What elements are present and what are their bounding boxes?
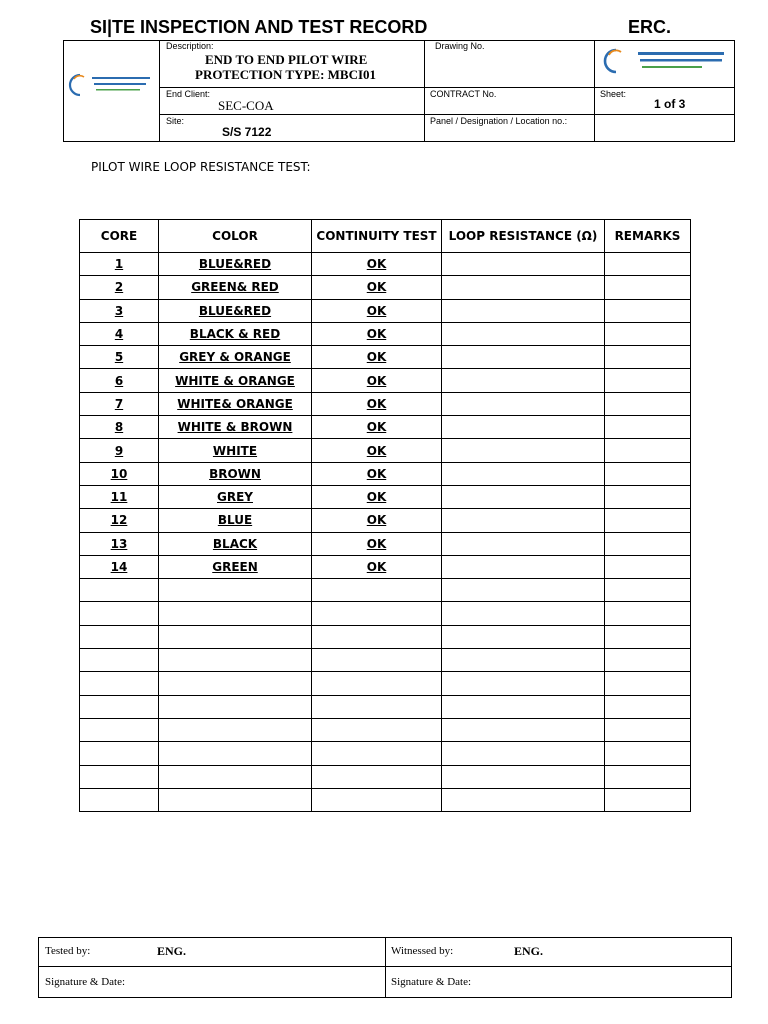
color-cell [159,788,312,811]
color-cell-text: BLUE&RED [198,257,272,272]
continuity-cell [312,369,442,392]
color-cell [159,369,312,392]
core-cell [80,602,159,625]
left-logo [64,41,159,142]
panel-value-cell [594,114,735,142]
table-row [80,579,691,602]
core-cell-text: 5 [114,350,124,365]
core-cell [80,485,159,508]
core-cell [80,346,159,369]
table-row [80,485,691,508]
remarks-cell [605,649,691,672]
loop-resistance-cell [442,322,605,345]
loop-resistance-cell [442,649,605,672]
continuity-cell-text: OK [366,420,387,435]
color-cell [159,253,312,276]
loop-resistance-cell [442,742,605,765]
table-row [80,649,691,672]
color-cell [159,439,312,462]
remarks-cell [605,322,691,345]
continuity-cell-text: OK [366,257,387,272]
core-cell-text: 1 [114,257,124,272]
footer-divider [385,938,386,997]
continuity-cell [312,509,442,532]
color-cell-text: WHITE [212,443,258,458]
table-header-row [80,220,691,253]
loop-resistance-cell [442,765,605,788]
table-row [80,369,691,392]
loop-resistance-cell [442,276,605,299]
loop-resistance-cell [442,346,605,369]
continuity-cell [312,695,442,718]
core-cell-text: 13 [110,536,128,551]
color-cell [159,742,312,765]
right-logo-cell [594,40,735,87]
drawing-cell [424,40,594,87]
document-title: SI|TE INSPECTION AND TEST RECORD [90,17,428,37]
color-cell [159,299,312,322]
core-cell [80,532,159,555]
color-cell [159,602,312,625]
drawing-label: Drawing No. [435,41,485,51]
remarks-cell [605,439,691,462]
continuity-cell [312,485,442,508]
core-cell [80,788,159,811]
remarks-cell [605,509,691,532]
core-cell [80,299,159,322]
table-row [80,625,691,648]
loop-resistance-cell [442,602,605,625]
remarks-cell [605,602,691,625]
color-cell-text: BROWN [209,466,261,481]
remarks-cell [605,346,691,369]
color-cell-text: BLACK [212,536,258,551]
table-row [80,462,691,485]
core-cell [80,462,159,485]
panel-cell [424,114,594,142]
core-cell-text: 11 [110,490,128,505]
color-cell-text: BLACK & RED [189,327,281,342]
table-row [80,509,691,532]
continuity-cell [312,322,442,345]
continuity-cell [312,625,442,648]
remarks-cell [605,392,691,415]
sheet-value: 1 of 3 [654,97,686,111]
core-cell [80,672,159,695]
remarks-cell [605,253,691,276]
color-cell [159,509,312,532]
continuity-cell-text: OK [366,327,387,342]
table-row [80,788,691,811]
table-row [80,602,691,625]
loop-resistance-cell [442,369,605,392]
remarks-cell [605,788,691,811]
tested-by-value: ENG. [157,944,187,958]
color-cell [159,718,312,741]
loop-resistance-cell [442,439,605,462]
color-cell [159,485,312,508]
continuity-cell [312,276,442,299]
continuity-cell-text: OK [366,560,387,574]
signature-date-right: Signature & Date: [391,976,472,988]
core-cell [80,625,159,648]
loop-resistance-cell [442,788,605,811]
continuity-cell [312,532,442,555]
table-row [80,439,691,462]
core-cell [80,555,159,578]
continuity-cell-text: OK [366,443,387,458]
core-cell [80,369,159,392]
color-cell [159,416,312,439]
loop-resistance-cell [442,579,605,602]
remarks-cell [605,532,691,555]
table-row [80,695,691,718]
core-cell-text: 8 [114,420,124,435]
sec-logo-small-icon [68,71,156,99]
remarks-cell [605,718,691,741]
color-cell [159,649,312,672]
core-cell-text: 10 [110,466,128,481]
color-cell [159,579,312,602]
remarks-cell [605,299,691,322]
loop-resistance-cell [442,253,605,276]
continuity-cell [312,602,442,625]
core-cell [80,322,159,345]
end-client-cell [159,87,424,114]
loop-resistance-cell [442,485,605,508]
continuity-cell-text: OK [366,513,387,528]
remarks-cell [605,416,691,439]
loop-resistance-cell [442,462,605,485]
column-header-loop-resistance: LOOP RESISTANCE (Ω) [442,220,605,253]
loop-resistance-cell [442,392,605,415]
table-row [80,532,691,555]
core-cell [80,439,159,462]
header-block [63,40,735,142]
continuity-cell [312,439,442,462]
continuity-cell [312,742,442,765]
site-cell [159,114,424,142]
loop-resistance-cell [442,532,605,555]
remarks-cell [605,579,691,602]
remarks-cell [605,695,691,718]
loop-resistance-cell [442,416,605,439]
tested-by-label: Tested by: [45,945,91,957]
end-client-label: End Client: [166,89,211,99]
color-cell [159,555,312,578]
color-cell-text: WHITE & BROWN [177,420,293,435]
color-cell [159,625,312,648]
remarks-cell [605,485,691,508]
core-cell-text: 3 [114,303,124,318]
core-cell [80,649,159,672]
loop-resistance-cell [442,672,605,695]
description-label: Description: [166,41,214,51]
section-label: PILOT WIRE LOOP RESISTANCE TEST: [91,160,311,174]
remarks-cell [605,625,691,648]
color-cell-text: WHITE& ORANGE [177,396,293,411]
resistance-table [79,219,691,812]
remarks-cell [605,672,691,695]
color-cell [159,672,312,695]
table-row [80,416,691,439]
continuity-cell-text: OK [366,303,387,318]
color-cell-text: WHITE & ORANGE [175,373,295,388]
contract-label: CONTRACT No. [430,89,497,99]
continuity-cell-text: OK [366,396,387,411]
color-cell-text: GREEN [212,560,258,574]
core-cell [80,742,159,765]
table-row [80,555,691,578]
color-cell-text: BLUE [217,513,253,528]
column-header-color: COLOR [159,220,312,253]
continuity-cell [312,346,442,369]
core-cell-text: 9 [114,443,124,458]
table-row [80,672,691,695]
sec-logo-icon [602,46,730,76]
core-cell [80,765,159,788]
description-line-2: PROTECTION TYPE: MBCI01 [195,67,377,82]
continuity-cell [312,299,442,322]
remarks-cell [605,555,691,578]
color-cell [159,276,312,299]
continuity-cell-text: OK [366,466,387,481]
remarks-cell [605,276,691,299]
site-value: S/S 7122 [222,125,272,139]
table-row [80,346,691,369]
contract-cell [424,87,594,114]
table-row [80,718,691,741]
color-cell [159,462,312,485]
continuity-cell-text: OK [366,490,387,505]
continuity-cell [312,718,442,741]
end-client-value: SEC-COA [218,98,274,113]
description-cell [159,40,424,87]
color-cell-text: GREEN& RED [191,280,279,295]
continuity-cell [312,555,442,578]
continuity-cell [312,392,442,415]
continuity-cell [312,649,442,672]
core-cell [80,253,159,276]
table-row [80,253,691,276]
continuity-cell-text: OK [366,350,387,365]
remarks-cell [605,765,691,788]
sheet-cell [594,87,735,114]
color-cell [159,346,312,369]
panel-label: Panel / Designation / Location no.: [430,116,568,126]
table-row [80,765,691,788]
continuity-cell [312,253,442,276]
witnessed-by-value: ENG. [514,944,544,958]
table-row [80,392,691,415]
continuity-cell-text: OK [366,536,387,551]
brand-label: ERC. [628,17,672,37]
witnessed-by-label: Witnessed by: [391,945,454,957]
table-row [80,276,691,299]
loop-resistance-cell [442,718,605,741]
column-header-core: CORE [80,220,159,253]
color-cell-text: BLUE&RED [198,303,272,318]
color-cell [159,532,312,555]
continuity-cell [312,788,442,811]
loop-resistance-cell [442,625,605,648]
color-cell [159,392,312,415]
loop-resistance-cell [442,555,605,578]
continuity-cell [312,416,442,439]
continuity-cell-text: OK [366,280,387,295]
core-cell-text: 7 [114,396,124,411]
loop-resistance-cell [442,695,605,718]
core-cell-text: 2 [114,280,124,295]
footer-row-divider [39,966,731,967]
color-cell [159,695,312,718]
continuity-cell [312,765,442,788]
table-row [80,299,691,322]
core-cell [80,579,159,602]
core-cell-text: 6 [114,373,124,388]
continuity-cell [312,579,442,602]
core-cell [80,695,159,718]
color-cell [159,322,312,345]
remarks-cell [605,742,691,765]
remarks-cell [605,369,691,392]
core-cell [80,276,159,299]
core-cell-text: 4 [114,327,124,342]
loop-resistance-cell [442,299,605,322]
site-label: Site: [166,116,185,126]
color-cell [159,765,312,788]
signature-block [38,937,732,998]
loop-resistance-cell [442,509,605,532]
core-cell-text: 12 [110,513,128,528]
column-header-continuity: CONTINUITY TEST [312,220,442,253]
core-cell [80,416,159,439]
continuity-cell [312,462,442,485]
description-line-1: END TO END PILOT WIRE [205,52,368,67]
column-header-remarks: REMARKS [605,220,691,253]
core-cell [80,392,159,415]
color-cell-text: GREY [217,490,253,505]
continuity-cell [312,672,442,695]
sheet-label: Sheet: [600,89,627,99]
core-cell [80,509,159,532]
color-cell-text: GREY & ORANGE [179,350,291,365]
signature-date-left: Signature & Date: [45,976,126,988]
table-row [80,742,691,765]
remarks-cell [605,462,691,485]
continuity-cell-text: OK [366,373,387,388]
core-cell [80,718,159,741]
table-row [80,322,691,345]
core-cell-text: 14 [110,560,128,574]
